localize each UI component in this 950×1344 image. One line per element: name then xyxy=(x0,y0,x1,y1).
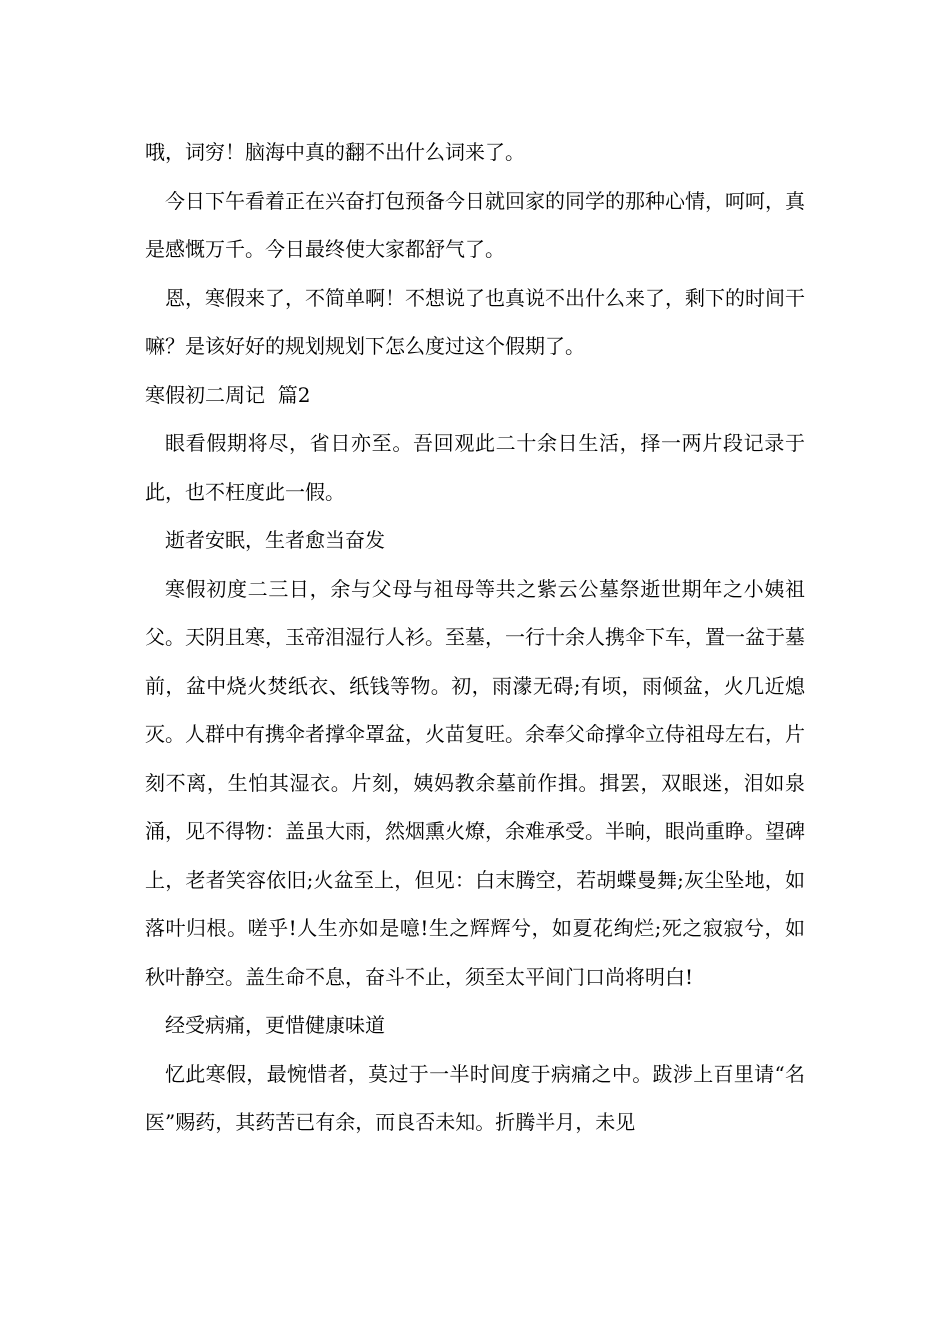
paragraph: 眼看假期将尽，省日亦至。吾回观此二十余日生活，择一两片段记录于此，也不枉度此一假。 xyxy=(145,431,805,504)
paragraph: 寒假初度二三日，余与父母与祖母等共之紫云公墓祭逝世期年之小姨祖父。天阴且寒，玉帝泪湿行人衫。至墓，一行十余人携伞下车，置一盆于墓前，盆中烧火焚纸衣、纸钱等物。初，雨濛无碍;有顷，雨倾盆，火几近熄灭。人群中有携伞者撑伞罩盆，火苗复旺。余奉父命撑伞立侍祖母左右，片刻不离，生怕其湿衣。片刻，姨妈教余墓前作揖。揖罢，双眼迷，泪如泉涌，见不得物：盖虽大雨，然烟熏火燎，余难承受。半晌，眼尚重睁。望碑上，老者笑容依旧;火盆至上，但见：白末腾空，若胡蝶曼舞;灰尘坠地，如落叶归根。嗟乎!人生亦如是噫!生之辉辉兮，如夏花绚烂;死之寂寂兮，如秋叶静空。盖生命不息，奋斗不止，须至太平间门口尚将明白! xyxy=(145,576,805,989)
paragraph: 恩，寒假来了，不简单啊！不想说了也真说不出什么来了，剩下的时间干嘛？是该好好的规划规划下怎么度过这个假期了。 xyxy=(145,285,805,358)
paragraph: 忆此寒假，最惋惜者，莫过于一半时间度于病痛之中。跋涉上百里请“名医”赐药，其药苦已有余，而良否未知。折腾半月，未见 xyxy=(145,1061,805,1134)
paragraph-continuation: 哦，词穷！脑海中真的翻不出什么词来了。 xyxy=(145,140,525,164)
subheading: 逝者安眠，生者愈当奋发 xyxy=(165,528,385,552)
section-heading: 寒假初二周记 篇2 xyxy=(145,382,311,407)
subheading: 经受病痛，更惜健康味道 xyxy=(165,1013,385,1037)
paragraph: 今日下午看着正在兴奋打包预备今日就回家的同学的那种心情，呵呵，真是感慨万千。今日最终使大家都舒气了。 xyxy=(145,188,805,261)
document-body xyxy=(145,128,805,1147)
